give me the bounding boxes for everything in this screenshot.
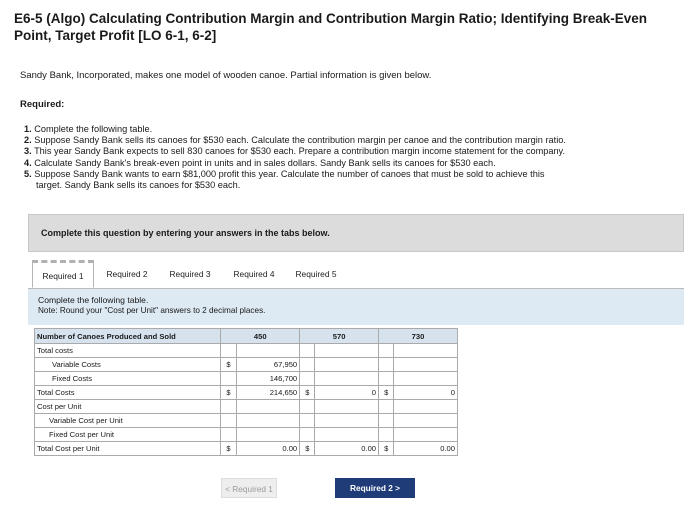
variable-cpu-570-input[interactable]	[315, 414, 379, 428]
requirement-text: Complete the following table.	[34, 124, 153, 134]
tab-required-5[interactable]: Required 5	[295, 269, 337, 279]
variable-costs-730-input[interactable]	[394, 358, 458, 372]
instruction-text: Complete this question by entering your answers in the tabs below.	[41, 228, 330, 238]
tab-required-3[interactable]: Required 3	[169, 269, 211, 279]
requirement-text: Calculate Sandy Bank's break-even point in units and in sales dollars. Sandy Bank sells its canoes for $530 each.	[34, 157, 496, 168]
requirement-number: 5.	[24, 168, 32, 179]
row-label-fixed-cost-per-unit: Fixed Cost per Unit	[35, 428, 221, 442]
total-costs-450: 214,650	[236, 386, 300, 400]
intro-text: Sandy Bank, Incorporated, makes one model of wooden canoe. Partial information is given below.	[20, 70, 432, 81]
requirement-item	[24, 158, 674, 169]
variable-cpu-450-input[interactable]	[236, 414, 300, 428]
row-label-variable-costs: Variable Costs	[35, 358, 221, 372]
panel-instruction: Complete the following table.	[38, 295, 149, 305]
requirement-text: This year Sandy Bank expects to sell 830 canoes for $530 each. Prepare a contribution margin income statement for the company.	[34, 146, 566, 157]
table-row	[35, 344, 458, 358]
fixed-costs-450: 146,700	[236, 372, 300, 386]
row-label-total-costs: Total costs	[35, 344, 221, 358]
requirement-item	[24, 146, 674, 157]
table-row	[35, 414, 458, 428]
row-label-total-costs-sum: Total Costs	[35, 386, 221, 400]
dollar-sign: $	[379, 386, 394, 400]
total-cpu-730: 0.00	[394, 442, 458, 456]
variable-cpu-730-input[interactable]	[394, 414, 458, 428]
header-col-570: 570	[300, 329, 379, 344]
instruction-box	[28, 214, 684, 252]
requirement-item	[24, 124, 674, 135]
tab-required-2[interactable]: Required 2	[106, 269, 148, 279]
dollar-sign: $	[221, 442, 236, 456]
fixed-cpu-570-input[interactable]	[315, 428, 379, 442]
requirement-number: 1.	[24, 124, 32, 134]
requirements-list	[24, 124, 674, 191]
variable-costs-450: 67,950	[236, 358, 300, 372]
requirement-item	[24, 169, 674, 180]
total-cpu-570: 0.00	[315, 442, 379, 456]
row-label-total-cost-per-unit: Total Cost per Unit	[35, 442, 221, 456]
required-heading: Required:	[20, 99, 65, 110]
total-costs-730: 0	[394, 386, 458, 400]
header-col-450: 450	[221, 329, 300, 344]
table-row	[35, 442, 458, 456]
requirement-text: Suppose Sandy Bank sells its canoes for $530 each. Calculate the contribution margin per canoe and the contribution margin ratio.	[34, 135, 566, 146]
tab-required-4[interactable]: Required 4	[233, 269, 275, 279]
requirement-item	[24, 135, 674, 146]
row-label-variable-cost-per-unit: Variable Cost per Unit	[35, 414, 221, 428]
requirement-text: Suppose Sandy Bank wants to earn $81,000 profit this year. Calculate the number of canoes that must be sold to achieve this	[34, 168, 545, 179]
variable-costs-570-input[interactable]	[315, 358, 379, 372]
row-label-cost-per-unit: Cost per Unit	[35, 400, 221, 414]
prev-required-button[interactable]: < Required 1	[221, 478, 277, 498]
requirement-number: 4.	[24, 157, 32, 168]
fixed-cpu-730-input[interactable]	[394, 428, 458, 442]
fixed-costs-730-input[interactable]	[394, 372, 458, 386]
next-required-button[interactable]: Required 2 >	[335, 478, 415, 498]
header-col-730: 730	[379, 329, 458, 344]
tab-bar	[28, 258, 684, 289]
row-label-fixed-costs: Fixed Costs	[35, 372, 221, 386]
page-title: E6-5 (Algo) Calculating Contribution Margin and Contribution Margin Ratio; Identifying Break-Even Point, Target Profit [LO 6-1, 6-2]	[14, 11, 647, 43]
dollar-sign: $	[300, 442, 315, 456]
instructions-panel	[28, 289, 684, 325]
table-row	[35, 428, 458, 442]
dollar-sign: $	[300, 386, 315, 400]
table-row	[35, 372, 458, 386]
requirement-number: 2.	[24, 135, 32, 146]
table-row	[35, 386, 458, 400]
dollar-sign: $	[379, 442, 394, 456]
table-header-row	[35, 329, 458, 344]
table-row	[35, 400, 458, 414]
requirement-continuation: target. Sandy Bank sells its canoes for $530 each.	[36, 180, 241, 191]
tab-required-1[interactable]: Required 1	[32, 260, 94, 288]
dollar-sign: $	[221, 358, 236, 372]
fixed-cpu-450-input[interactable]	[236, 428, 300, 442]
table-row	[35, 358, 458, 372]
panel-note: Note: Round your "Cost per Unit" answers to 2 decimal places.	[38, 306, 266, 315]
requirement-number: 3.	[24, 146, 32, 157]
header-label: Number of Canoes Produced and Sold	[35, 329, 221, 344]
dollar-sign: $	[221, 386, 236, 400]
total-costs-570: 0	[315, 386, 379, 400]
total-cpu-450: 0.00	[236, 442, 300, 456]
cost-table	[34, 328, 458, 456]
fixed-costs-570-input[interactable]	[315, 372, 379, 386]
